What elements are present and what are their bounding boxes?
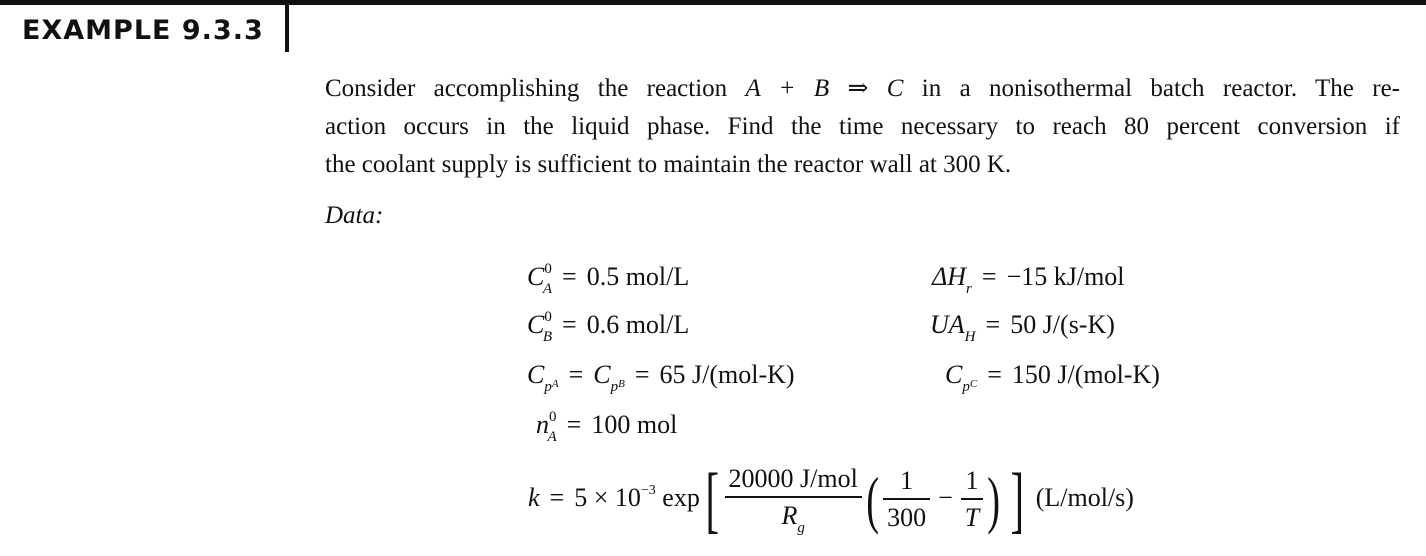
problem-statement xyxy=(325,70,1400,184)
right-paren: ) xyxy=(987,464,1001,535)
eq-rate-constant: $k = 5 \times 10^{-3}$ exp[ $\frac{\text{20000 J/mol}}{R_g}$ ( $\frac{1}{300}$ − $\frac{1}{T}$ ) ] (L/mol/s) xyxy=(528,459,1134,541)
activation-fraction: $\frac{\text{20000 J/mol}}{R_g}$ xyxy=(725,462,862,538)
inverse-t-fraction: $\frac{1}{T}$ xyxy=(961,464,983,536)
right-bracket: ] xyxy=(1010,459,1024,541)
eq-cpc: $C_pC = 150$ J/(mol-K) xyxy=(945,360,1160,395)
left-paren: ( xyxy=(866,464,879,535)
eq-delta-h: $\Delta H_r = -15$ kJ/mol xyxy=(932,262,1125,297)
eq-cb0: $C^0_B = 0.6$ mol/L xyxy=(527,309,690,345)
eq-ca0: $C^0_A = 0.5$ mol/L xyxy=(527,261,690,297)
problem-line-2: action occurs in the liquid phase. Find the time necessary to reach 80 percent conversion if xyxy=(325,113,1400,140)
problem-line-1: Consider accomplishing the reaction A + B ⇒ C in a nonisothermal batch reactor. The re- xyxy=(325,75,1400,102)
data-label: Data: xyxy=(325,202,384,229)
inverse-300-fraction: $\frac{1}{300}$ xyxy=(883,464,930,536)
top-rule xyxy=(0,0,1426,5)
eq-cp: $C_pA = C_pB = 65$ J/(mol-K) xyxy=(527,360,795,395)
header-divider xyxy=(285,0,289,52)
problem-line-3: the coolant supply is sufficient to maintain the reactor wall at 300 K. xyxy=(325,151,1012,178)
eq-na0: $n^0_A = 100$ mol xyxy=(536,409,678,445)
example-label: EXAMPLE 9.3.3 xyxy=(22,15,264,46)
eq-ua: $UA_H = 50$ J/(s-K) xyxy=(930,310,1115,345)
left-bracket: [ xyxy=(705,459,719,541)
